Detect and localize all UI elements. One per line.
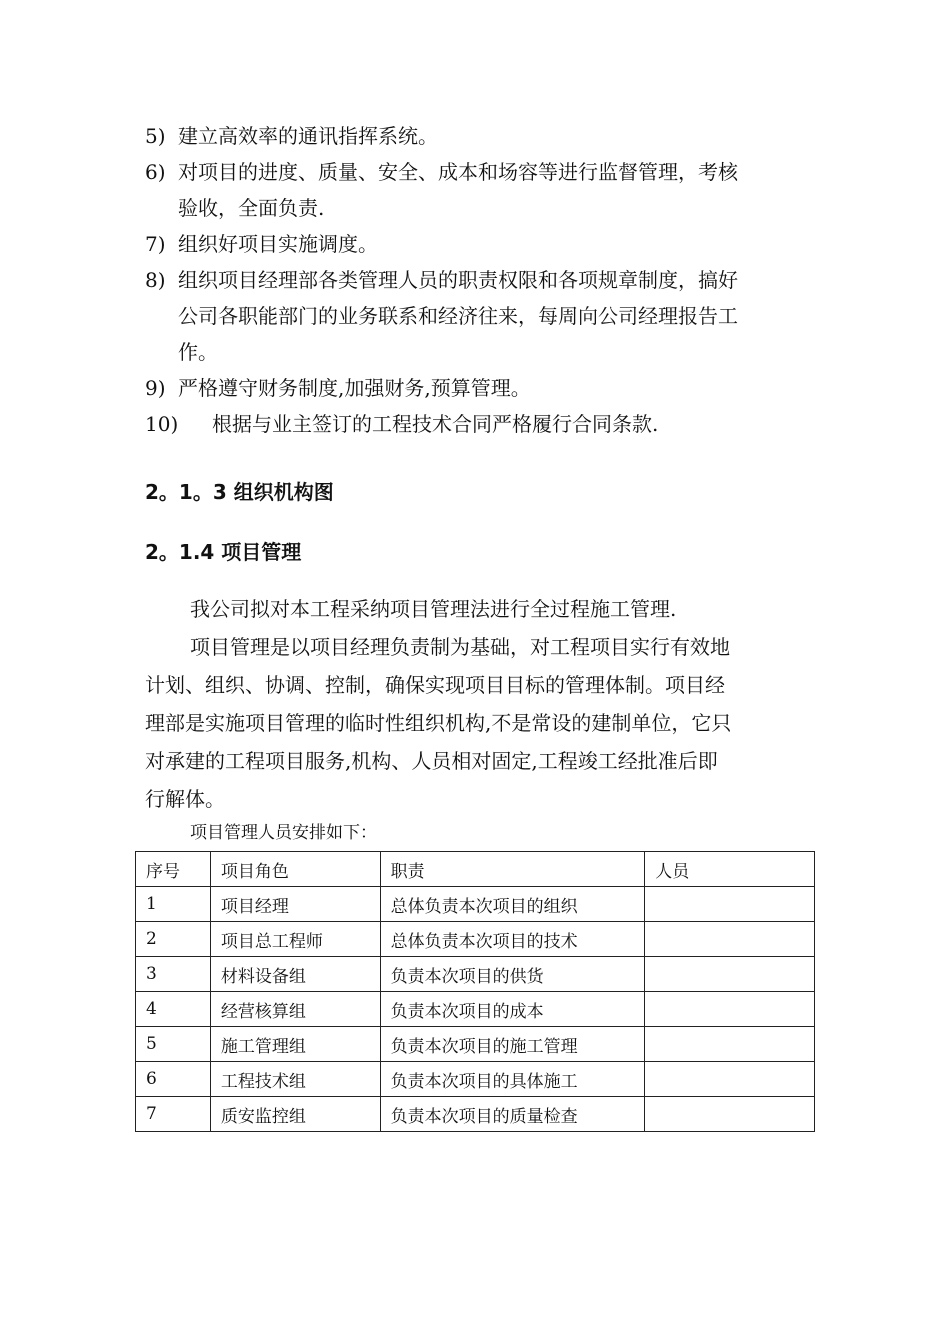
table-cell: 工程技术组 (210, 1062, 380, 1097)
table-cell (645, 1062, 815, 1097)
list-item-text: 组织项目经理部各类管理人员的职责权限和各项规章制度，搞好 (178, 268, 738, 292)
list-item-number: 5) (145, 124, 166, 148)
table-row (136, 887, 815, 922)
table-cell: 经营核算组 (210, 992, 380, 1027)
list-item-number: 7) (145, 232, 166, 256)
table-cell: 1 (136, 887, 211, 922)
staff-table (135, 851, 815, 1132)
list-item-number: 8) (145, 268, 166, 292)
column-header: 人员 (645, 852, 815, 887)
table-cell: 3 (136, 957, 211, 992)
table-row (136, 1062, 815, 1097)
paragraph-line: 计划、组织、协调、控制，确保实现项目目标的管理体制。项目经 (145, 673, 725, 697)
table-cell: 6 (136, 1062, 211, 1097)
table-cell: 4 (136, 992, 211, 1027)
column-header: 序号 (136, 852, 211, 887)
duty-list (145, 118, 810, 442)
list-item-text: 建立高效率的通讯指挥系统。 (178, 124, 438, 148)
list-item-continuation: 验收，全面负责. (178, 196, 325, 220)
paragraph-line: 我公司拟对本工程采纳项目管理法进行全过程施工管理. (190, 597, 677, 621)
table-cell: 总体负责本次项目的组织 (380, 887, 645, 922)
table-cell: 负责本次项目的质量检查 (380, 1097, 645, 1132)
list-item (145, 406, 810, 442)
section-heading: 2。1.4 项目管理 (145, 540, 302, 564)
list-item (145, 370, 810, 406)
column-header: 项目角色 (210, 852, 380, 887)
table-cell (645, 992, 815, 1027)
table-row (136, 1097, 815, 1132)
section-heading: 2。1。3 组织机构图 (145, 480, 334, 504)
paragraph (145, 590, 810, 818)
list-item-text: 对项目的进度、质量、安全、成本和场容等进行监督管理，考核 (178, 160, 738, 184)
list-item (145, 118, 810, 154)
table-cell: 项目总工程师 (210, 922, 380, 957)
table-cell: 负责本次项目的具体施工 (380, 1062, 645, 1097)
table-cell: 施工管理组 (210, 1027, 380, 1062)
table-cell (645, 1027, 815, 1062)
table-cell: 2 (136, 922, 211, 957)
table-cell: 负责本次项目的成本 (380, 992, 645, 1027)
list-item-text: 根据与业主签订的工程技术合同严格履行合同条款. (212, 412, 659, 436)
table-cell: 质安监控组 (210, 1097, 380, 1132)
list-item (145, 262, 810, 370)
table-cell: 材料设备组 (210, 957, 380, 992)
list-item-number: 9) (145, 376, 166, 400)
table-cell (645, 887, 815, 922)
table-cell (645, 1097, 815, 1132)
table-cell: 5 (136, 1027, 211, 1062)
table-cell: 项目经理 (210, 887, 380, 922)
list-item-text: 严格遵守财务制度,加强财务,预算管理。 (178, 376, 531, 400)
column-header: 职责 (380, 852, 645, 887)
table-row (136, 1027, 815, 1062)
table-header-row (136, 852, 815, 887)
table-row (136, 992, 815, 1027)
table-row (136, 957, 815, 992)
list-item-continuation: 公司各职能部门的业务联系和经济往来，每周向公司经理报告工 (178, 304, 738, 328)
list-item-text: 组织好项目实施调度。 (178, 232, 378, 256)
paragraph-line: 对承建的工程项目服务,机构、人员相对固定,工程竣工经批准后即 (145, 749, 718, 773)
table-cell: 7 (136, 1097, 211, 1132)
list-item-continuation: 作。 (178, 340, 218, 364)
paragraph-line: 行解体。 (145, 787, 225, 811)
table-cell (645, 922, 815, 957)
list-item-number: 6) (145, 160, 166, 184)
table-cell: 总体负责本次项目的技术 (380, 922, 645, 957)
table-cell (645, 957, 815, 992)
table-row (136, 922, 815, 957)
list-item (145, 154, 810, 226)
table-caption: 项目管理人员安排如下： (190, 823, 377, 843)
paragraph-line: 项目管理是以项目经理负责制为基础，对工程项目实行有效地 (190, 635, 730, 659)
list-item-number: 10) (145, 412, 179, 436)
table-cell: 负责本次项目的供货 (380, 957, 645, 992)
table-cell: 负责本次项目的施工管理 (380, 1027, 645, 1062)
paragraph-line: 理部是实施项目管理的临时性组织机构,不是常设的建制单位，它只 (145, 711, 732, 735)
list-item (145, 226, 810, 262)
